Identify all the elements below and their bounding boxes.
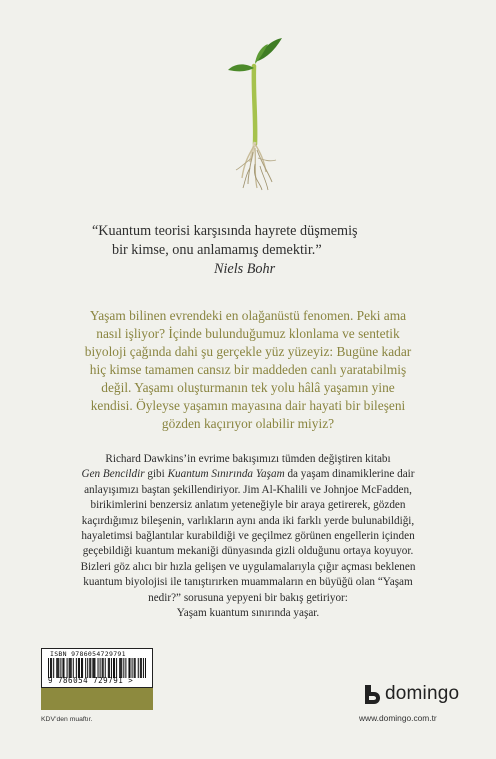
blurb-line: değil. Yaşamı oluşturmanın tek yolu hâlâ yaşamın yine xyxy=(101,380,395,395)
blurb-line: nasıl işliyor? İçinde bulunduğumuz klonlama ve sentetik xyxy=(96,326,400,341)
body-line: hayaletimsi bağlantılar kurabildiği ve geçilmez görünen engellerin içinden xyxy=(81,530,415,543)
body-line: Richard Dawkins’in evrime bakışımızı tümden değiştiren kitabı xyxy=(105,453,391,465)
blurb-line: hiç kimse tamamen cansız bir maddeden canlı yaratabilmiş xyxy=(89,362,407,377)
body-line xyxy=(26,467,470,482)
barcode-bars-icon xyxy=(48,658,146,678)
barcode xyxy=(41,648,153,688)
publisher-name: domingo xyxy=(385,683,460,704)
blurb-line: Yaşam bilinen evrendeki en olağanüstü fenomen. Peki ama xyxy=(89,308,407,323)
book-title-gen-bencildir: Gen Bencildir xyxy=(81,468,145,481)
quote-line-2: bir kimse, onu anlamamış demektir.” xyxy=(112,242,322,258)
body-line: kaçırdığımız bileşenin, varlıkların aynı anda iki farklı yerde bulunabildiği, xyxy=(81,514,415,527)
body-text: da yaşam dinamiklerine dair xyxy=(284,468,415,481)
blurb-line: biyoloji çağında dahi şu gerçekle yüz yüzeyiz: Bugüne kadar xyxy=(84,344,412,359)
body-line: Bizleri göz alıcı bir hızla gelişen ve uygulamalarıyla çığır açması beklenen xyxy=(80,560,416,573)
blurb-line: kendisi. Öyleyse yaşamın mayasına dair hayati bir bileşeni xyxy=(90,398,406,413)
isbn-label: ISBN 9786054729791 xyxy=(50,650,126,658)
body-line: geçebildiği kuantum mekaniği dünyasında gizli olduğunu ortaya koyuyor. xyxy=(82,545,414,558)
blurb-line: gözden kaçırıyor olabilir miyiz? xyxy=(161,416,335,431)
body-line: anlayışımızı baştan şekillendiriyor. Jim Al-Khalili ve Johnjoe McFadden, xyxy=(84,483,412,496)
domingo-logo-icon xyxy=(360,683,382,705)
publisher-website: www.domingo.com.tr xyxy=(359,713,437,723)
book-title-kuantum: Kuantum Sınırında Yaşam xyxy=(167,468,285,481)
body-line: birikimlerini benzersiz anlatım yeteneğiyle bir araya getirerek, gözden xyxy=(90,499,406,512)
olive-accent-bar xyxy=(41,688,153,710)
body-text: gibi xyxy=(144,468,168,481)
kdv-note: KDV’den muaftır. xyxy=(41,716,93,723)
blurb-paragraph xyxy=(20,307,476,433)
quote-line-1: “Kuantum teorisi karşısında hayrete düşmemiş xyxy=(92,223,358,239)
quote-author: Niels Bohr xyxy=(214,261,276,277)
plant-sprout-icon xyxy=(226,32,284,192)
epigraph-quote xyxy=(92,222,422,279)
description-paragraph xyxy=(26,452,470,621)
publisher-logo xyxy=(360,682,459,706)
body-line: nedir?” sorusuna yepyeni bir bakış getiriyor: xyxy=(148,591,348,604)
body-line: kuantum biyolojisi ile tanıştırırken muammaların en büyüğü olan “Yaşam xyxy=(83,576,413,589)
body-line: Yaşam kuantum sınırında yaşar. xyxy=(176,607,320,620)
isbn-number: 9 786054 729791 > xyxy=(48,676,134,685)
